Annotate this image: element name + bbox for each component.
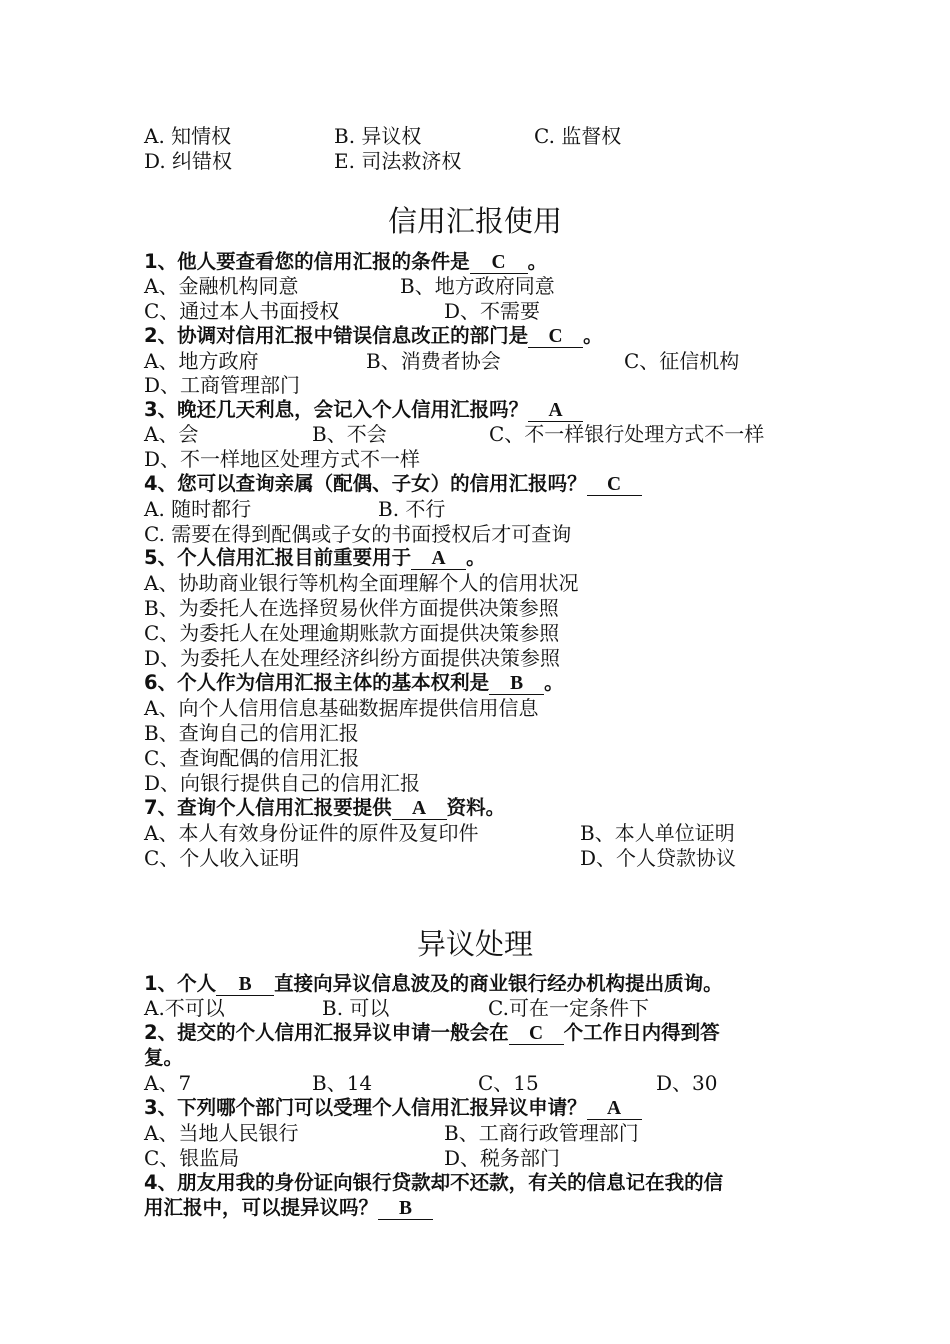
option: B、查询自己的信用汇报 [144,721,359,745]
question-text: 4、您可以查询亲属（配偶、子女）的信用汇报吗？ [144,472,587,495]
option: B、消费者协会 [366,349,501,373]
question [144,796,505,820]
answer-blank: B [489,674,544,695]
question-text: 3、下列哪个部门可以受理个人信用汇报异议申请？ [144,1096,587,1119]
question [144,1021,720,1045]
section-title: 异议处理 [416,927,533,961]
option: E. 司法救济权 [334,149,462,173]
option: C. 监督权 [534,124,622,148]
question-text: 资料。 [446,796,506,819]
option: A、会 [144,422,199,446]
question [144,398,583,422]
option: C.可在一定条件下 [488,996,649,1020]
option: C. 需要在得到配偶或子女的书面授权后才可查询 [144,522,572,546]
option: B. 不行 [378,497,446,521]
option: B、不会 [312,422,387,446]
question [144,671,564,695]
option: A、金融机构同意 [144,274,299,298]
option: C、通过本人书面授权 [144,299,340,323]
question [144,472,642,496]
option: B、本人单位证明 [580,821,735,845]
option: B. 异议权 [334,124,422,148]
option: A、协助商业银行等机构全面理解个人的信用状况 [144,571,579,595]
option: B、为委托人在选择贸易伙伴方面提供决策参照 [144,596,559,620]
question-text: 5、个人信用汇报目前重要用于 [144,546,412,569]
option: B、地方政府同意 [400,274,555,298]
option: B. 可以 [322,996,390,1020]
option: A、当地人民银行 [144,1121,299,1145]
answer-blank: C [587,475,642,496]
answer-blank: B [216,975,274,996]
option: D、不需要 [444,299,541,323]
question [144,546,486,570]
question-text: 7、查询个人信用汇报要提供 [144,796,392,819]
question [144,1096,642,1120]
answer-blank: A [411,549,466,570]
question-text: 。 [466,546,486,569]
option: D、30 [656,1071,718,1095]
answer-blank: B [378,1199,433,1220]
question-text: 直接向异议信息波及的商业银行经办机构提出质询。 [274,972,723,995]
answer-blank: C [470,253,528,274]
question-text: 个工作日内得到答 [563,1021,720,1044]
answer-blank: A [392,799,447,820]
option: A、向个人信用信息基础数据库提供信用信息 [144,696,539,720]
option: D、税务部门 [444,1146,561,1170]
option: A.不可以 [144,996,225,1020]
answer-blank: A [587,1099,642,1120]
option: A. 知情权 [144,124,232,148]
option: B、14 [312,1071,373,1095]
option: B、工商行政管理部门 [444,1121,639,1145]
option: C、15 [478,1071,539,1095]
option: D、为委托人在处理经济纠纷方面提供决策参照 [144,646,561,670]
question-text: 3、晚还几天利息，会记入个人信用汇报吗？ [144,398,529,421]
question-text: 用汇报中，可以提异议吗？ [144,1196,379,1219]
question-text: 1、个人 [144,972,217,995]
question-text: 1、他人要查看您的信用汇报的条件是 [144,250,470,273]
option: D、个人贷款协议 [580,846,737,870]
question-text: 。 [544,671,564,694]
question-text: 。 [527,250,548,273]
answer-blank: C [509,1024,564,1045]
question-text: 2、提交的个人信用汇报异议申请一般会在 [144,1021,509,1044]
section-title: 信用汇报使用 [387,204,562,238]
question-text: 。 [583,324,603,347]
answer-blank: A [528,401,583,422]
question-text: 6、个人作为信用汇报主体的基本权利是 [144,671,490,694]
option: D、不一样地区处理方式不一样 [144,447,421,471]
option: D、工商管理部门 [144,373,301,397]
question [144,972,723,996]
option: C、个人收入证明 [144,846,300,870]
question-continuation: 复。 [144,1046,184,1069]
question [144,324,603,348]
option: A、地方政府 [144,349,259,373]
option: A、7 [144,1071,192,1095]
option: D、向银行提供自己的信用汇报 [144,771,421,795]
option: D. 纠错权 [144,149,233,173]
option: C、不一样银行处理方式不一样 [489,422,765,446]
option: C、银监局 [144,1146,240,1170]
option: C、为委托人在处理逾期账款方面提供决策参照 [144,621,560,645]
option: A. 随时都行 [144,497,252,521]
question: 4、朋友用我的身份证向银行贷款却不还款，有关的信息记在我的信 [144,1171,724,1194]
option: C、征信机构 [624,349,740,373]
option: C、查询配偶的信用汇报 [144,746,360,770]
answer-blank: C [528,327,583,348]
question [144,250,547,274]
option: A、本人有效身份证件的原件及复印件 [144,821,479,845]
question-continuation [144,1196,433,1220]
question-text: 2、协调对信用汇报中错误信息改正的部门是 [144,324,529,347]
